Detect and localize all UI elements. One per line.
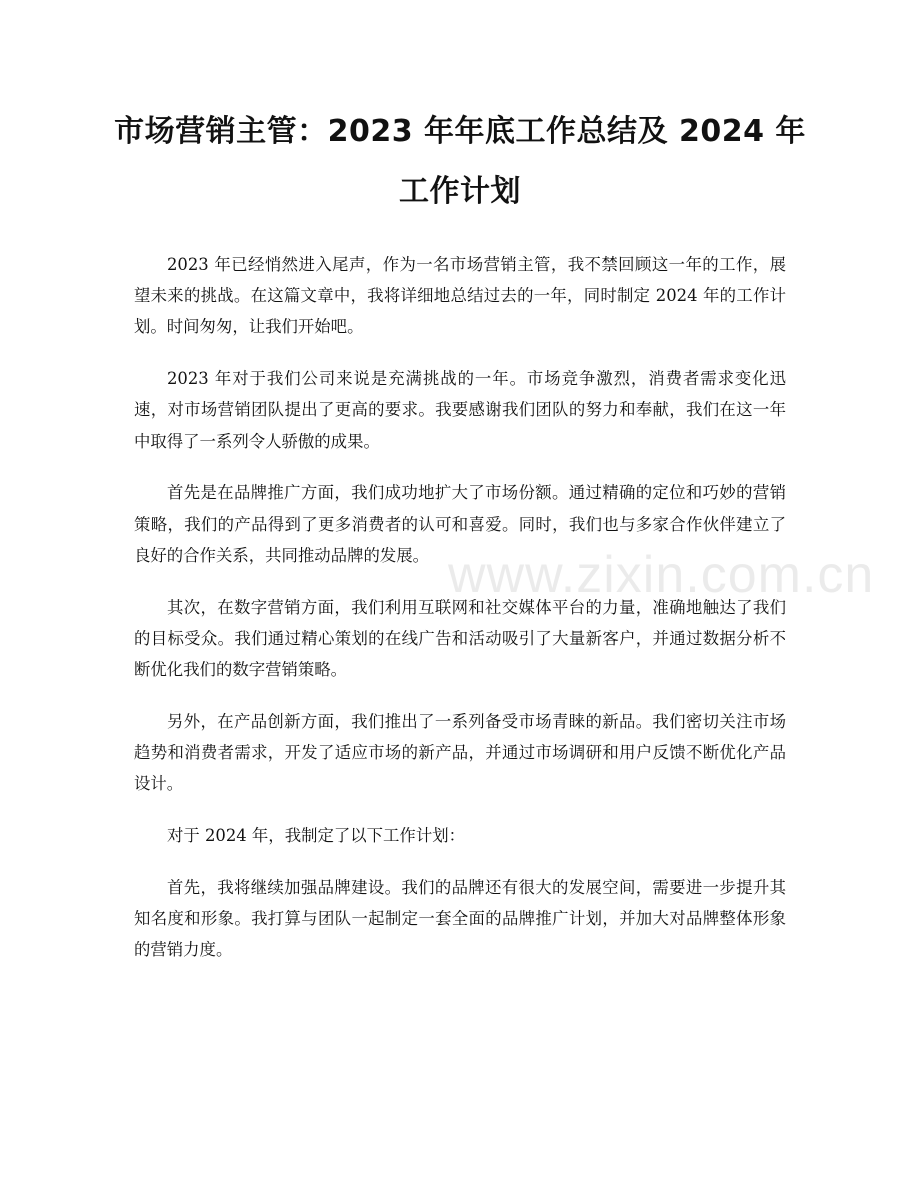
paragraph-4: 其次，在数字营销方面，我们利用互联网和社交媒体平台的力量，准确地触达了我们的目标受众。我们通过精心策划的在线广告和活动吸引了大量新客户，并通过数据分析不断优化我们的数字营销策略。 (134, 597, 786, 680)
paragraph-1: 2023 年已经悄然进入尾声，作为一名市场营销主管，我不禁回顾这一年的工作，展望未来的挑战。在这篇文章中，我将详细地总结过去的一年，同时制定 2024 年的工作计划。时间匆匆，让我们开始吧。 (134, 255, 786, 337)
paragraph-2: 2023 年对于我们公司来说是充满挑战的一年。市场竞争激烈，消费者需求变化迅速，对市场营销团队提出了更高的要求。我要感谢我们团队的努力和奉献，我们在这一年中取得了一系列令人骄傲的成果。 (134, 369, 786, 451)
paragraph-5: 另外，在产品创新方面，我们推出了一系列备受市场青睐的新品。我们密切关注市场趋势和消费者需求，开发了适应市场的新产品，并通过市场调研和用户反馈不断优化产品设计。 (134, 711, 786, 794)
paragraph-7: 首先，我将继续加强品牌建设。我们的品牌还有很大的发展空间，需要进一步提升其知名度和形象。我打算与团队一起制定一套全面的品牌推广计划，并加大对品牌整体形象的营销力度。 (134, 877, 786, 960)
watermark: www.zixin.com.cn (448, 546, 875, 604)
document-title: 市场营销主管：2023 年年底工作总结及 2024 年工作计划 (114, 114, 806, 209)
paragraph-3: 首先是在品牌推广方面，我们成功地扩大了市场份额。通过精确的定位和巧妙的营销策略，我们的产品得到了更多消费者的认可和喜爱。同时，我们也与多家合作伙伴建立了良好的合作关系，共同推动品牌的发展。 (134, 483, 786, 565)
paragraph-6: 对于 2024 年，我制定了以下工作计划： (167, 826, 465, 846)
document-body (134, 249, 786, 986)
